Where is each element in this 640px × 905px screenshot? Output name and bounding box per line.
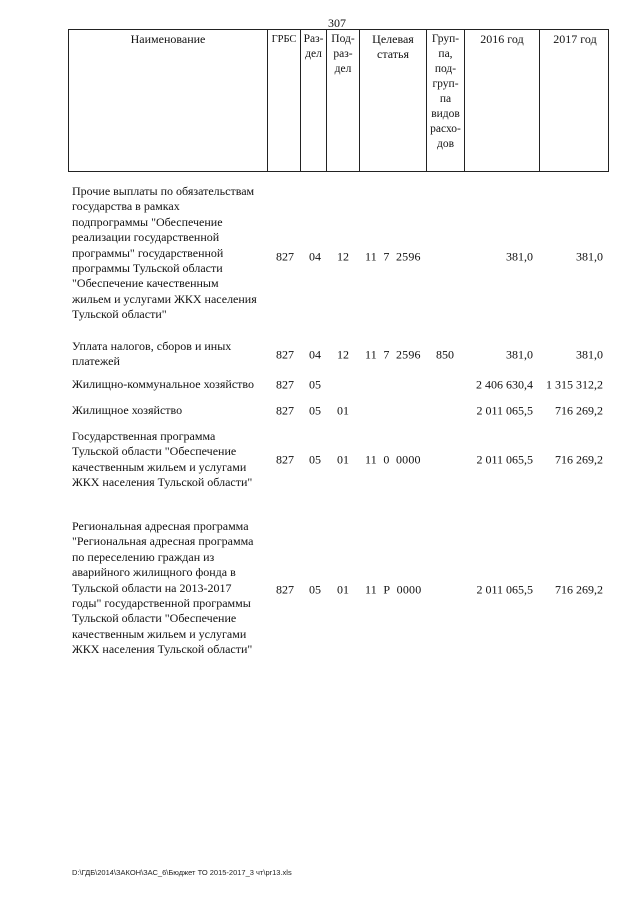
row-name: Прочие выплаты по обязательствам государства в рамках подпрограммы "Обеспечение реализации государственной программы" государственной программы Тульской области "Обеспечение качественным жильем и услугами ЖКХ населения Тульской области" bbox=[72, 184, 257, 322]
cell-podrazdel: 01 bbox=[337, 582, 349, 597]
cell-2017: 381,0 bbox=[576, 249, 603, 263]
table-row bbox=[0, 403, 640, 419]
row-name: Жилищно-коммунальное хозяйство bbox=[72, 377, 255, 391]
cell-razdel: 05 bbox=[309, 377, 321, 392]
cell-2016: 2 011 065,5 bbox=[476, 582, 533, 597]
row-name: Региональная адресная программа "Региональная адресная программа по переселению граждан из аварийного жилищного фонда в Тульской области на 2013-2017 годы" государственной программы Тульской области "Обеспечение качественным жильем и услугами ЖКХ населения Тульской области" bbox=[72, 519, 254, 657]
row-name: Жилищное хозяйство bbox=[72, 403, 183, 417]
cell-celevaya: 11 7 2596 bbox=[365, 249, 421, 263]
cell-podrazdel: 12 bbox=[337, 249, 349, 263]
cell-2016: 2 406 630,4 bbox=[476, 377, 533, 392]
cell-2017: 716 269,2 bbox=[555, 452, 603, 467]
header-grbs: ГРБС bbox=[267, 30, 300, 171]
cell-2016: 2 011 065,5 bbox=[476, 403, 533, 418]
cell-razdel: 04 bbox=[309, 347, 321, 361]
cell-2017: 716 269,2 bbox=[555, 582, 603, 597]
header-gruppa: Груп- па, под- груп- па видов расхо- дов bbox=[426, 30, 464, 171]
header-razdel: Раз- дел bbox=[300, 30, 326, 171]
cell-grbs: 827 bbox=[276, 249, 294, 263]
cell-podrazdel: 01 bbox=[337, 403, 349, 418]
cell-razdel: 05 bbox=[309, 403, 321, 418]
table-row bbox=[0, 184, 640, 329]
header-2017: 2017 год bbox=[539, 30, 610, 171]
cell-grbs: 827 bbox=[276, 377, 294, 392]
header-podrazdel: Под- раз- дел bbox=[326, 30, 359, 171]
table-header bbox=[68, 29, 609, 172]
header-celevaya: Целевая статья bbox=[359, 30, 426, 171]
cell-celevaya: 11 0 0000 bbox=[365, 452, 421, 467]
cell-celevaya: 11 7 2596 bbox=[365, 347, 421, 361]
cell-2016: 381,0 bbox=[506, 347, 533, 361]
cell-podrazdel: 12 bbox=[337, 347, 349, 361]
table-row bbox=[0, 377, 640, 393]
cell-grbs: 827 bbox=[276, 452, 294, 467]
table-row bbox=[0, 429, 640, 491]
cell-celevaya: 11 Р 0000 bbox=[365, 582, 422, 597]
header-2016: 2016 год bbox=[464, 30, 539, 171]
file-path-footer: D:\ГДБ\2014\ЗАКОН\ЗАС_6\Бюджет ТО 2015-2017_3 чт\pr13.xls bbox=[72, 868, 292, 877]
cell-2017: 381,0 bbox=[576, 347, 603, 361]
header-name: Наименование bbox=[130, 32, 206, 46]
cell-razdel: 05 bbox=[309, 582, 321, 597]
cell-2016: 2 011 065,5 bbox=[476, 452, 533, 467]
page-number: 307 bbox=[328, 16, 346, 30]
table-row bbox=[0, 519, 640, 661]
cell-razdel: 04 bbox=[309, 249, 321, 263]
row-name: Уплата налогов, сборов и иных платежей bbox=[72, 339, 232, 369]
cell-2016: 381,0 bbox=[506, 249, 533, 263]
cell-razdel: 05 bbox=[309, 452, 321, 467]
table-row bbox=[0, 339, 640, 370]
cell-grbs: 827 bbox=[276, 582, 294, 597]
cell-grbs: 827 bbox=[276, 403, 294, 418]
row-name: Государственная программа Тульской области "Обеспечение качественным жильем и услугами ЖКХ населения Тульской области" bbox=[72, 429, 253, 490]
cell-vid: 850 bbox=[436, 347, 454, 361]
cell-podrazdel: 01 bbox=[337, 452, 349, 467]
cell-grbs: 827 bbox=[276, 347, 294, 361]
cell-2017: 1 315 312,2 bbox=[546, 377, 603, 392]
cell-2017: 716 269,2 bbox=[555, 403, 603, 418]
